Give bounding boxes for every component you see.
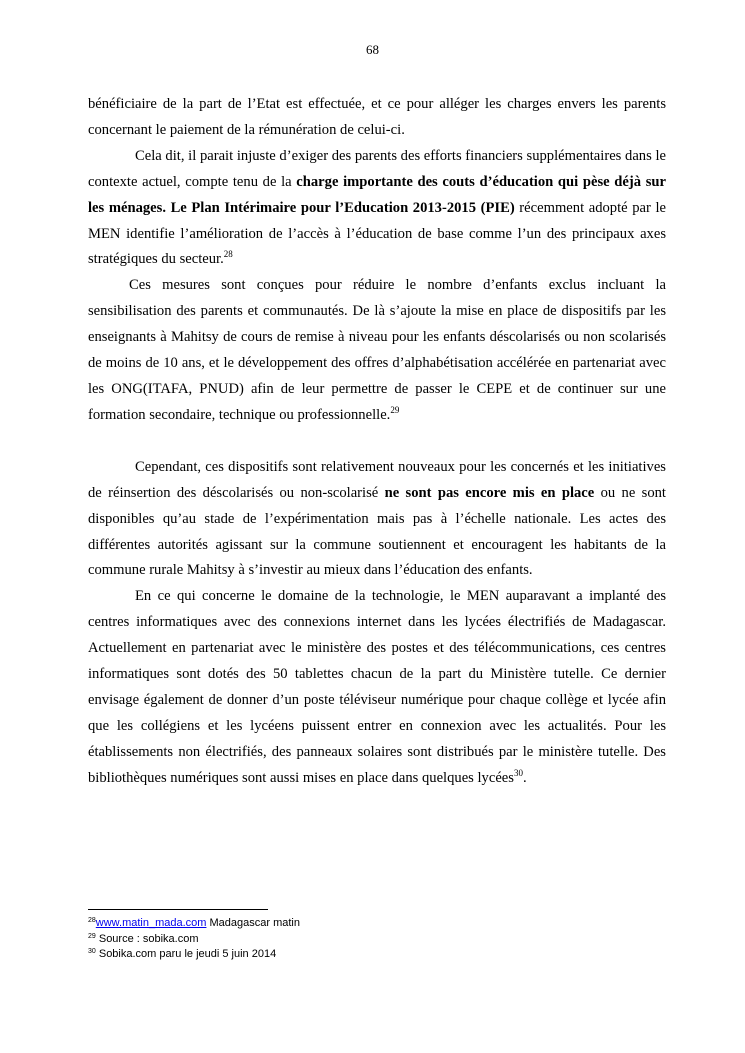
paragraph-5-end: . (522, 769, 527, 786)
page-number: 68 (366, 42, 379, 57)
footnote-text: Source : sobika.com (95, 932, 199, 945)
paragraph-4 (88, 455, 666, 585)
footnote-30 (88, 947, 488, 963)
footnote-number: 28 (88, 917, 96, 924)
footnote-divider (88, 909, 268, 910)
paragraph-4-text-start: Cependant, ces dispositifs sont relativement nouveaux pour les concernés et les initiatives de réinsertion des déscolarisés ou non-scolarisé (88, 458, 666, 501)
footnote-number: 29 (88, 932, 96, 940)
paragraph-2-text-end: récemment adopté par le MEN identifie l’amélioration de l’accès à l’éducation de base comme l’un des principaux axes stratégiques du secteur. (88, 199, 667, 268)
footnote-29 (88, 932, 488, 948)
paragraph-3-text: Ces mesures sont conçues pour réduire le nombre d’enfants exclus incluant la sensibilisation des parents et communautés. De là s’ajoute la mise en place de dispositifs par les enseignants à Mahitsy de cours de remise à niveau pour les enfants déscolarisés ou non scolarisés de moins de 10 ans, et le développement des offres d’alphabétisation accélérée en partenariat avec les ONG(ITAFA, PNUD) afin de leur permettre de passer le CEPE et de continuer sur une formation secondaire, technique ou professionnelle. (88, 277, 666, 423)
footnote-28 (88, 916, 488, 932)
paragraph-3 (88, 273, 666, 428)
paragraph-2 (88, 144, 666, 274)
footnote-ref-30[interactable]: 30 (513, 767, 523, 778)
paragraph-1 (88, 92, 666, 144)
paragraph-5 (88, 584, 666, 791)
footnote-ref-29[interactable]: 29 (390, 404, 400, 415)
footnote-text: Madagascar matin (206, 917, 300, 929)
footnotes (88, 916, 488, 963)
paragraph-1-text: bénéficiaire de la part de l’Etat est effectuée, et ce pour alléger les charges envers les parents concernant le paiement de la rémunération de celui-ci. (88, 96, 666, 138)
footnote-link[interactable]: www.matin_mada.com (95, 917, 207, 929)
footnote-number: 30 (88, 948, 96, 955)
footnote-text: Sobika.com paru le jeudi 5 juin 2014 (95, 948, 277, 960)
paragraph-4-bold-text: ne sont pas encore mis en place (384, 484, 595, 501)
footnote-ref-28[interactable]: 28 (223, 249, 233, 260)
body-text (88, 92, 666, 792)
paragraph-2-text-start: Cela dit, il parait injuste d’exiger des parents des efforts financiers supplémentaires dans le contexte actuel, compte tenu de la (88, 147, 666, 190)
paragraph-2-bold-text: charge importante des couts d’éducation qui pèse déjà sur les ménages. Le Plan Intérimaire pour l’Education 2013-2015 (PIE) (88, 173, 666, 216)
paragraph-4-text-end: ou ne sont disponibles qu’au stade de l’expérimentation mais pas à l’échelle nationale. Les actes des différentes autorités agissant sur la commune soutiennent et encouragent les habitants de la commune rurale Mahitsy à s’investir au mieux dans l’éducation des enfants. (88, 484, 666, 579)
paragraph-5-text: En ce qui concerne le domaine de la technologie, le MEN auparavant a implanté des centres informatiques avec des connexions internet dans les lycées électrifiés de Madagascar. Actuellement en partenariat avec le ministère des postes et des télécommunications, ces centres informatiques sont dotés des 50 tablettes chacun de la part du Ministère tutelle. Ce dernier envisage également de donner d’un poste téléviseur numérique pour chaque collège et lycée afin que les collégiens et les lycéens puissent entrer en connexion avec les actualités. Pour les établissements non électrifiés, des panneaux solaires sont distribués par le ministère tutelle. Des bibliothèques numériques sont aussi mises en place dans quelques lycées (88, 588, 666, 786)
